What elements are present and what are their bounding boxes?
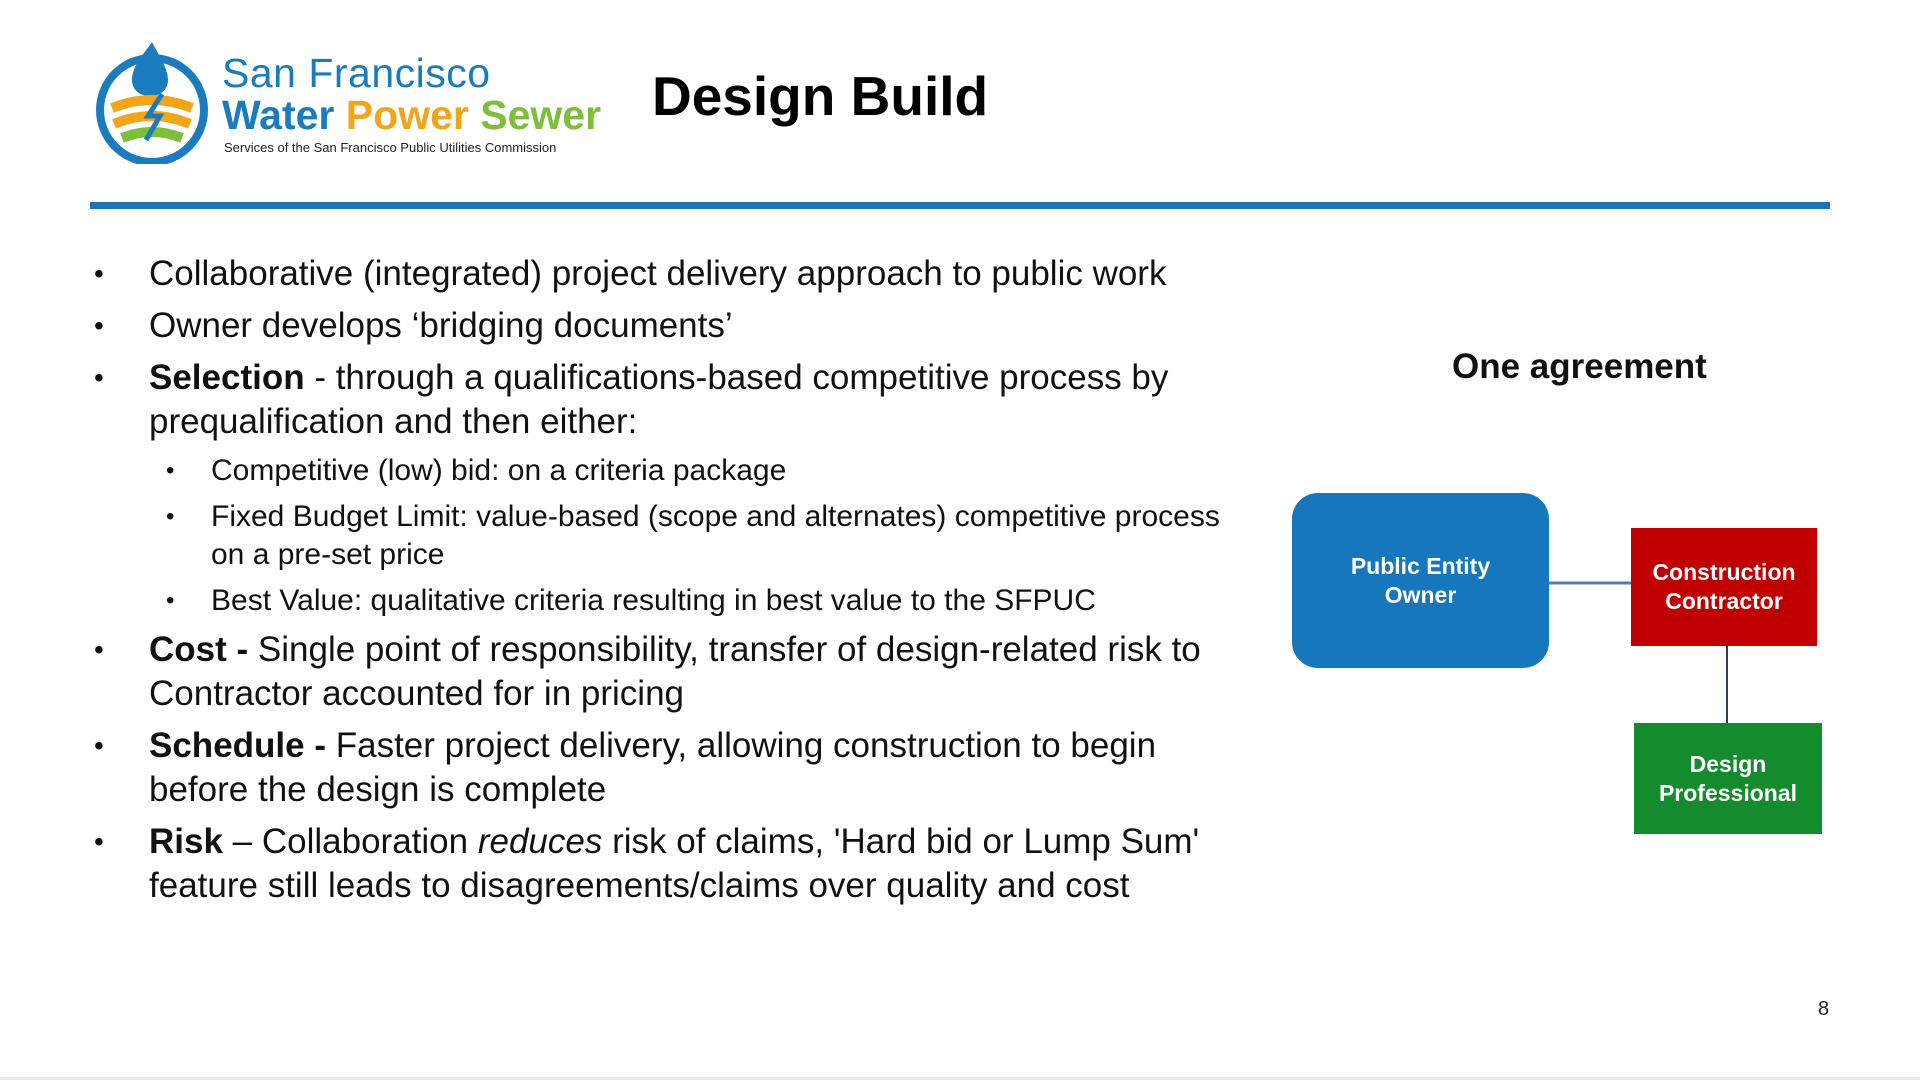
bullet-label: [149, 726, 326, 765]
bullet-item: [90, 252, 1260, 296]
org-water: Water: [222, 92, 335, 138]
sub-bullet-text: Fixed Budget Limit: value-based (scope and alternates) competitive process on a pre-set price: [211, 500, 1220, 571]
designer-box: [1634, 723, 1822, 834]
slide-title: Design Build: [652, 65, 989, 127]
bullet-icon: •: [94, 826, 104, 857]
bullet-icon: •: [94, 258, 104, 289]
bullet-label: Risk: [149, 822, 223, 861]
contractor-label-line: Construction: [1652, 559, 1796, 585]
bullet-icon: •: [94, 634, 104, 665]
sub-bullet-item: [90, 452, 1260, 490]
contractor-label: [1652, 558, 1795, 616]
sub-bullet-text: Competitive (low) bid: on a criteria package: [211, 454, 787, 487]
bullet-text: Faster project delivery, allowing construction to begin before the design is complete: [149, 726, 1157, 809]
bullet-icon: •: [94, 310, 104, 341]
bullet-text: Collaborative (integrated) project delivery approach to public work: [149, 254, 1167, 293]
contractor-box: [1631, 528, 1817, 646]
bullet-icon: •: [166, 587, 175, 614]
bullet-item-selection: [90, 356, 1260, 444]
bullet-list: [90, 252, 1260, 916]
title-divider: [90, 202, 1830, 209]
bullet-label-text: Cost: [149, 630, 227, 669]
org-power: Power: [345, 92, 469, 138]
owner-label: [1351, 552, 1490, 610]
org-tagline: Services of the San Francisco Public Utilities Commission: [224, 140, 557, 155]
sub-bullet-item: [90, 582, 1260, 620]
org-services: [222, 92, 601, 139]
bullet-text: risk of claims, 'Hard bid or Lump Sum' feature still leads to disagreements/claims over quality and cost: [149, 822, 1200, 905]
bullet-text: Single point of responsibility, transfer of design-related risk to Contractor accounted for in pricing: [149, 630, 1201, 713]
bullet-label: Selection: [149, 358, 305, 397]
bullet-icon: •: [166, 503, 175, 530]
owner-label-line: Owner: [1384, 581, 1457, 608]
owner-box: [1292, 493, 1549, 668]
bullet-text: – Collaboration: [222, 822, 478, 861]
bullet-icon: •: [94, 362, 104, 393]
org-sewer: Sewer: [480, 92, 602, 138]
bullet-icon: •: [94, 730, 104, 761]
bullet-text: - through a qualifications-based competitive process by prequalification and then either:: [149, 358, 1169, 441]
sub-bullet-item: [90, 498, 1260, 574]
bullet-dash: -: [226, 630, 249, 669]
diagram-title: One agreement: [1452, 347, 1707, 386]
bullet-label-text: Schedule: [149, 726, 305, 765]
bullet-item-risk: [90, 820, 1260, 908]
sfpuc-logo-icon: [92, 34, 212, 164]
org-name: San Francisco: [222, 50, 491, 96]
bullet-label: [149, 630, 248, 669]
bullet-item: [90, 304, 1260, 348]
designer-label-line: Professional: [1658, 779, 1798, 806]
page-number: 8: [1818, 998, 1830, 1020]
contractor-label-line: Contractor: [1665, 588, 1783, 614]
owner-label-line: Public Entity: [1350, 552, 1491, 579]
designer-label-line: Design: [1689, 750, 1767, 777]
bullet-dash: -: [304, 726, 326, 765]
sub-bullet-text: Best Value: qualitative criteria resulting in best value to the SFPUC: [211, 584, 1096, 617]
bullet-icon: •: [166, 457, 175, 484]
bullet-item-cost: [90, 628, 1260, 716]
bullet-item-schedule: [90, 724, 1260, 812]
bullet-emphasis: reduces: [477, 822, 603, 861]
designer-label: [1659, 750, 1797, 808]
bullet-text: Owner develops ‘bridging documents’: [149, 306, 733, 345]
